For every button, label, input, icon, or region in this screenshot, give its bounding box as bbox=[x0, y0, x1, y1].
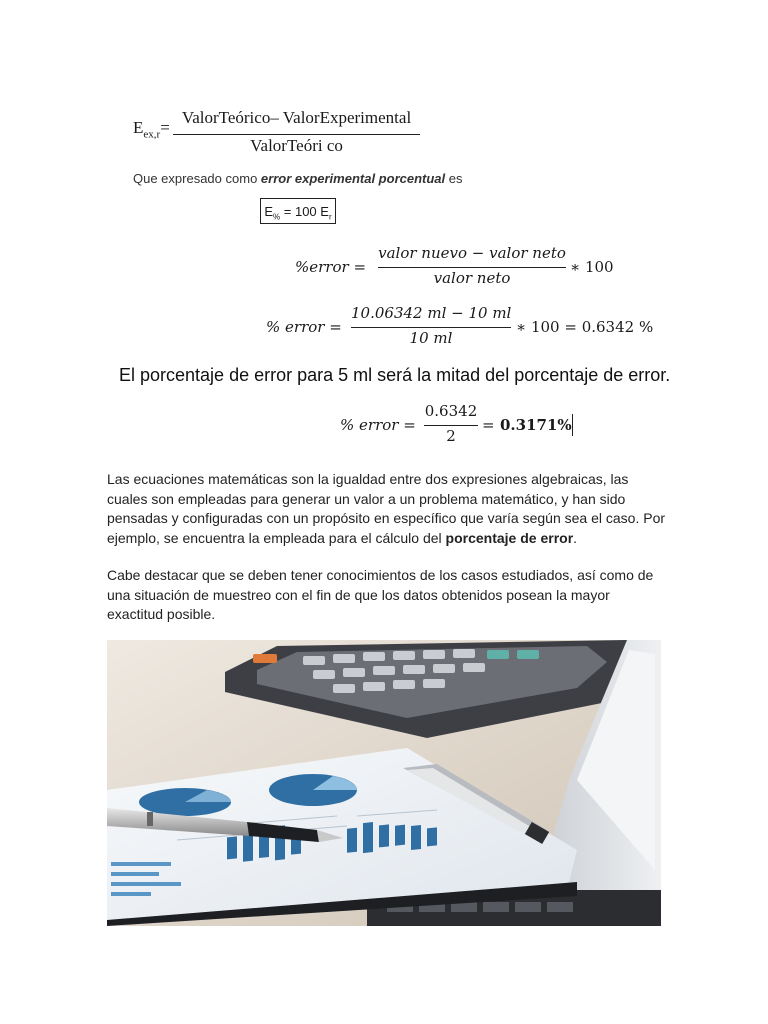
formula-lhs: % error = bbox=[340, 416, 416, 434]
half-percent-error-formula bbox=[340, 402, 580, 450]
fraction-bar bbox=[173, 134, 420, 135]
percent-error-numeric-formula bbox=[266, 304, 656, 352]
calculator-chart-pen-photo bbox=[107, 640, 661, 926]
paragraph-cabe-destacar: Cabe destacar que se deben tener conocimientos de los casos estudiados, así como de una situación de muestreo con el fin de que los datos obtenidos posean la mayor exactitud posible. bbox=[107, 567, 654, 622]
formula-denominator: 10 ml bbox=[409, 329, 453, 347]
formula-numerator: 10.06342 ml − 10 ml bbox=[351, 304, 512, 322]
relative-error-formula bbox=[133, 108, 433, 160]
fraction-bar bbox=[378, 267, 566, 268]
fraction-bar bbox=[424, 425, 478, 426]
formula-lhs: $E_{ex,r}=$ bbox=[133, 118, 170, 141]
formula-numerator: 0.6342 bbox=[424, 402, 478, 420]
formula-result: 0.3171% bbox=[500, 416, 572, 434]
intro-text: Que expresado como error experimental porcentual es bbox=[133, 171, 463, 186]
formula-denominator: valor neto bbox=[433, 269, 511, 287]
formula-denominator: 2 bbox=[446, 427, 456, 445]
formula-tail: ∗ 100 bbox=[570, 258, 614, 276]
fraction-bar bbox=[351, 327, 511, 328]
formula-denominator: ValorTeóri co bbox=[250, 136, 343, 155]
formula-equals: = bbox=[482, 416, 495, 434]
boxed-formula: $E_{\%} = 100$ $E_r$ bbox=[260, 198, 336, 224]
formula-lhs: % error = bbox=[266, 318, 342, 336]
formula-tail: ∗ 100 = 0.6342 % bbox=[516, 318, 654, 336]
formula-lhs: %error = bbox=[295, 258, 367, 276]
formula-numerator: valor nuevo − valor neto bbox=[378, 244, 566, 262]
percent-error-general-formula bbox=[295, 244, 625, 292]
text-cursor bbox=[572, 414, 573, 436]
half-error-statement: El porcentaje de error para 5 ml será la mitad del porcentaje de error. bbox=[119, 365, 671, 385]
paragraph-ecuaciones: Las ecuaciones matemáticas son la igualdad entre dos expresiones algebraicas, las cuales son empleadas para generar un valor a un problema matemático, y han sido pensadas y configuradas con un propósito en específico que varía según sea el caso. Por ejemplo, se encuentra la empleada para el cálculo del porcentaje de error. bbox=[107, 471, 666, 546]
formula-numerator: ValorTeórico– ValorExperimental bbox=[181, 108, 412, 127]
